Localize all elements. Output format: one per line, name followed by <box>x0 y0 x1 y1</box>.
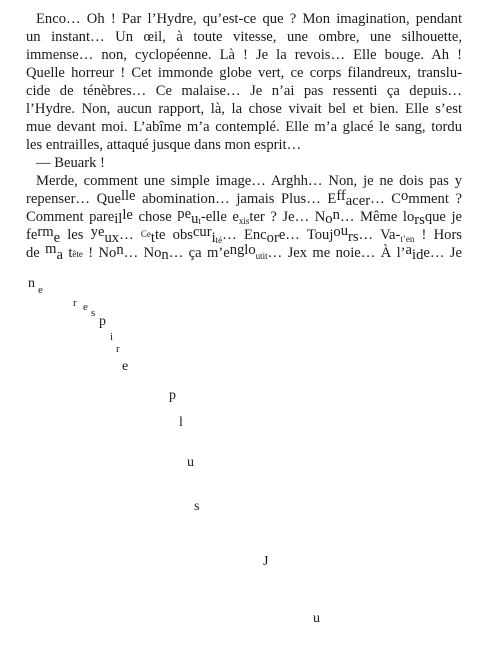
wavy-fragment: … C <box>370 191 402 207</box>
text-line-3: immense… non, cyclopéenne. Là ! Je la revois… Elle bouge. Ah ! <box>26 47 462 63</box>
wavy-fragment: t <box>150 230 155 246</box>
wavy-fragment: n <box>116 242 124 258</box>
falling-letter: p <box>169 388 176 403</box>
wavy-fragment: utit <box>255 251 268 261</box>
wavy-fragment: -elle e <box>200 209 239 225</box>
falling-letter: u <box>313 611 320 626</box>
wavy-fragment: rs <box>414 212 425 228</box>
wavy-fragment: a <box>56 247 63 263</box>
wavy-fragment: o <box>401 188 409 204</box>
wavy-fragment: id <box>412 247 424 263</box>
wavy-fragment: … Jex me noie… À l’ <box>267 245 406 261</box>
text-line-2: un instant… Un œil, à toute vitesse, une ombre, une silhouette, <box>26 29 462 45</box>
dialogue-line: — Beuark ! <box>36 155 105 171</box>
falling-letter: u <box>187 455 194 470</box>
falling-letter: J <box>263 554 269 569</box>
wavy-fragment: i <box>211 230 216 246</box>
falling-letter: l <box>179 415 183 430</box>
wavy-fragment: acer <box>345 193 371 209</box>
wavy-line-14 <box>26 241 462 263</box>
falling-letter: s <box>194 499 200 514</box>
wavy-fragment: té <box>215 235 223 245</box>
wavy-fragment: u <box>340 223 348 239</box>
wavy-fragment: o <box>325 211 333 227</box>
falling-letter: i <box>110 331 114 343</box>
wavy-line-11 <box>26 190 462 208</box>
wavy-fragment: t’en <box>400 234 415 244</box>
falling-letter: s <box>91 307 96 319</box>
wavy-fragment: … <box>119 227 141 243</box>
wavy-fragment: Comment pare <box>26 209 115 225</box>
wavy-fragment: n <box>332 207 340 223</box>
wavy-fragment: que je <box>424 209 462 225</box>
wavy-fragment: ff <box>336 188 346 204</box>
falling-letter: e <box>122 359 129 374</box>
wavy-fragment: il <box>114 211 123 227</box>
wavy-fragment: ye <box>90 224 105 240</box>
wavy-fragment: rs <box>347 229 359 245</box>
wavy-fragment: nglo <box>229 242 256 258</box>
wavy-fragment: ! Hors <box>414 227 462 243</box>
falling-letter: e <box>83 301 88 313</box>
wavy-fragment: … Même lo <box>339 209 415 225</box>
wavy-fragment: pe <box>177 206 192 222</box>
wavy-fragment: m <box>45 241 57 257</box>
wavy-fragment: cur <box>192 224 212 240</box>
wavy-fragment: ter ? Je… N <box>249 209 326 225</box>
text-line-4: Quelle horreur ! Cet immonde globe vert, ce corps filandreux, translu- <box>26 65 462 81</box>
wavy-fragment: de <box>26 245 46 261</box>
wavy-fragment: u <box>191 211 199 227</box>
wavy-fragment: fe <box>26 227 38 243</box>
wavy-fragment: … No <box>123 245 162 261</box>
wavy-fragment: … Va- <box>358 227 401 243</box>
wavy-fragment: chose <box>132 209 178 225</box>
wavy-fragment: or <box>266 230 279 246</box>
text-line-7: mue devant moi. L’abîme m’a contemplé. Elle m’a glacé le sang, tordu <box>26 119 462 135</box>
wavy-fragment: ! No <box>82 245 117 261</box>
wavy-fragment: … ça m’e <box>168 245 230 261</box>
wavy-fragment: Ce <box>140 229 151 239</box>
wavy-fragment: abomination… jamais Plus… E <box>135 191 337 207</box>
wavy-fragment: repenser… Que <box>26 191 121 207</box>
text-line-5: cide de ténèbres… Ce malaise… Je n’ai pas ressenti ça depuis… <box>26 83 462 99</box>
wavy-fragment: te obs <box>154 227 193 243</box>
wavy-fragment: t <box>62 245 73 261</box>
wavy-fragment: n <box>161 247 169 263</box>
wavy-fragment: lle <box>120 188 136 204</box>
falling-letter: r <box>116 343 120 355</box>
falling-letter: p <box>99 314 106 329</box>
wavy-fragment: ête <box>72 249 83 259</box>
wavy-fragment: rm <box>37 224 54 240</box>
wavy-fragment: xis <box>238 216 250 226</box>
wavy-fragment: … Enc <box>222 227 267 243</box>
wavy-fragment: e… Je <box>423 245 462 261</box>
wavy-fragment: o <box>333 224 341 240</box>
wavy-fragment: mment ? <box>408 191 462 207</box>
text-line-1: Enco… Oh ! Par l’Hydre, qu’est-ce que ? Mon imagination, pendant <box>36 11 462 27</box>
wavy-fragment: le <box>122 207 133 223</box>
text-line-10: Merde, comment une simple image… Arghh… Non, je ne dois pas y <box>36 173 462 189</box>
wavy-fragment: t <box>198 216 201 226</box>
wavy-fragment: ux <box>104 230 120 246</box>
falling-letter: n <box>28 276 35 291</box>
text-line-6: l’Hydre. Non, aucun rapport, là, la chose vivait bel et bien. Elle s’est <box>26 101 462 117</box>
wavy-fragment: les <box>60 227 91 243</box>
falling-letter: e <box>38 284 43 296</box>
falling-letter: r <box>73 297 77 309</box>
wavy-fragment: a <box>405 242 413 258</box>
wavy-fragment: e <box>53 230 61 246</box>
text-line-8: les entrailles, attaqué jusque dans mon esprit… <box>26 137 302 153</box>
wavy-fragment: e… Touj <box>278 227 334 243</box>
